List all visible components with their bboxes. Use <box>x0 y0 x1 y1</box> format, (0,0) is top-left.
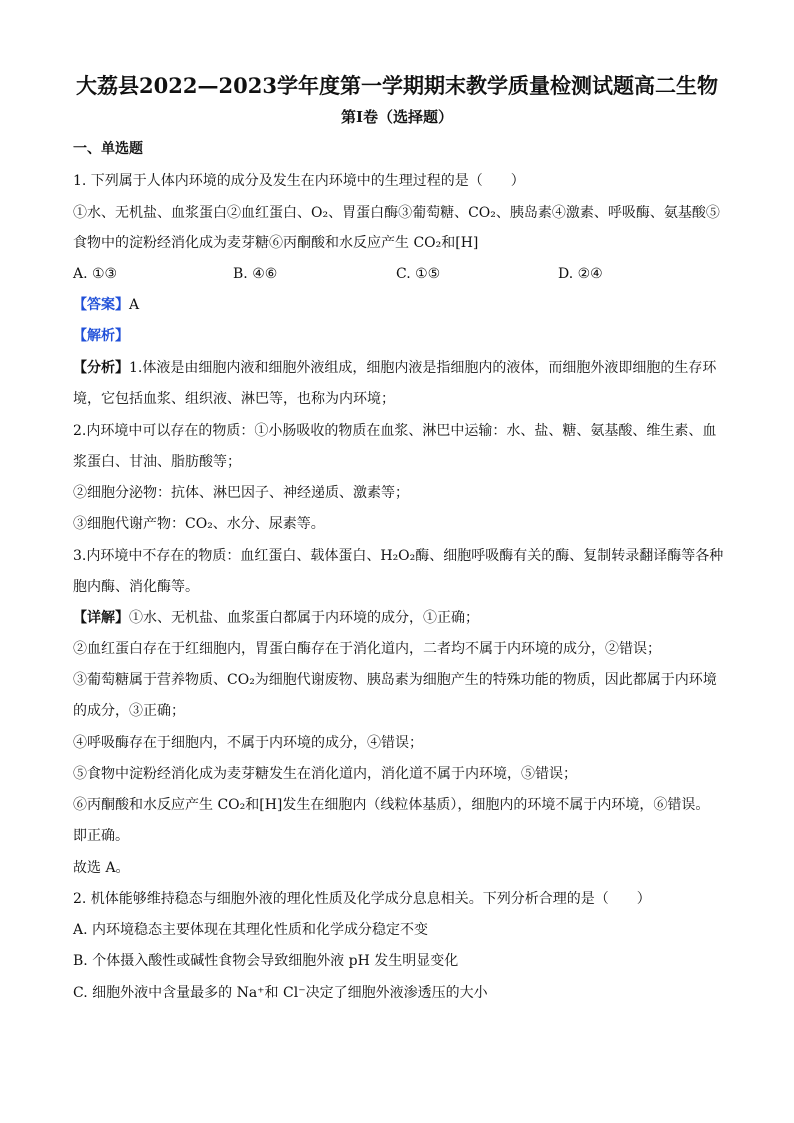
q1-fenxi-line2: 境，它包括血浆、组织液、淋巴等，也称为内环境； <box>73 391 395 407</box>
q1-detail-line6: ⑤食物中淀粉经消化成为麦芽糖发生在消化道内，消化道不属于内环境，⑤错误； <box>73 766 577 782</box>
fenxi-label: 【分析】 <box>73 360 129 376</box>
analysis-label: 【解析】 <box>73 328 129 344</box>
answer-value: A <box>129 297 140 313</box>
q1-analysis-heading <box>73 326 733 346</box>
q1-detail-line3: ③葡萄糖属于营养物质、CO₂为细胞代谢废物、胰岛素为细胞产生的特殊功能的物质，因此都属于内环境 <box>73 672 717 688</box>
q1-detail-line5: ④呼吸酶存在于细胞内，不属于内环境的成分，④错误； <box>73 735 423 751</box>
q1-option-b: B. ④⑥ <box>233 266 278 282</box>
q1-p2-line3: ②细胞分泌物：抗体、淋巴因子、神经递质、激素等； <box>73 485 409 501</box>
answer-label: 【答案】 <box>73 297 129 313</box>
q1-options <box>73 264 733 284</box>
section-heading: 一、单选题 <box>73 141 143 157</box>
q1-answer <box>73 295 733 315</box>
detail-text-1: ①水、无机盐、血浆蛋白都属于内环境的成分，①正确； <box>129 610 479 626</box>
q2-option-a: A. 内环境稳态主要体现在其理化性质和化学成分稳定不变 <box>73 922 429 938</box>
q1-detail-line4: 的成分，③正确； <box>73 703 185 719</box>
q1-p2-line2: 浆蛋白、甘油、脂肪酸等； <box>73 454 241 470</box>
q2-stem: 2. 机体能够维持稳态与细胞外液的理化性质及化学成分息息相关。下列分析合理的是（ ） <box>73 891 651 907</box>
q1-option-c: C. ①⑤ <box>396 266 441 282</box>
page-title: 大荔县2022—2023学年度第一学期期末教学质量检测试题高二生物 <box>76 73 718 98</box>
q1-conclusion: 故选 A。 <box>73 860 130 876</box>
detail-label: 【详解】 <box>73 610 129 626</box>
q1-detail-line8: 即正确。 <box>73 828 129 844</box>
q1-items-line1: ①水、无机盐、血浆蛋白②血红蛋白、O₂、胃蛋白酶③葡萄糖、CO₂、胰岛素④激素、呼吸酶、氨基酸⑤ <box>73 205 720 221</box>
q1-p3-line2: 胞内酶、消化酶等。 <box>73 579 199 595</box>
q1-p2-line4: ③细胞代谢产物：CO₂、水分、尿素等。 <box>73 516 325 532</box>
q1-option-d: D. ②④ <box>558 266 603 282</box>
q1-detail-line7: ⑥丙酮酸和水反应产生 CO₂和[H]发生在细胞内（线粒体基质），细胞内的环境不属于内环境，⑥错误。 <box>73 797 710 813</box>
fenxi-text-1: 1.体液是由细胞内液和细胞外液组成，细胞内液是指细胞内的液体，而细胞外液即细胞的生存环 <box>129 360 717 376</box>
q2-option-c: C. 细胞外液中含量最多的 Na⁺和 Cl⁻决定了细胞外液渗透压的大小 <box>73 985 488 1001</box>
q2-option-b: B. 个体摄入酸性或碱性食物会导致细胞外液 pH 发生明显变化 <box>73 953 459 969</box>
q1-detail-line2: ②血红蛋白存在于红细胞内，胃蛋白酶存在于消化道内，二者均不属于内环境的成分，②错误； <box>73 641 661 657</box>
q1-p3-line1: 3.内环境中不存在的物质：血红蛋白、载体蛋白、H₂O₂酶、细胞呼吸酶有关的酶、复制转录翻译酶等各种 <box>73 548 724 564</box>
q1-option-a: A. ①③ <box>73 266 118 282</box>
q1-detail-line1 <box>73 608 733 628</box>
q1-fenxi-line1 <box>73 358 733 378</box>
q1-stem: 1. 下列属于人体内环境的成分及发生在内环境中的生理过程的是（ ） <box>73 173 525 189</box>
q1-items-line2: 食物中的淀粉经消化成为麦芽糖⑥丙酮酸和水反应产生 CO₂和[H] <box>73 235 479 251</box>
q1-p2-line1: 2.内环境中可以存在的物质：①小肠吸收的物质在血浆、淋巴中运输：水、盐、糖、氨基酸、维生素、血 <box>73 423 717 439</box>
page-subtitle: 第Ⅰ卷（选择题） <box>340 108 454 126</box>
